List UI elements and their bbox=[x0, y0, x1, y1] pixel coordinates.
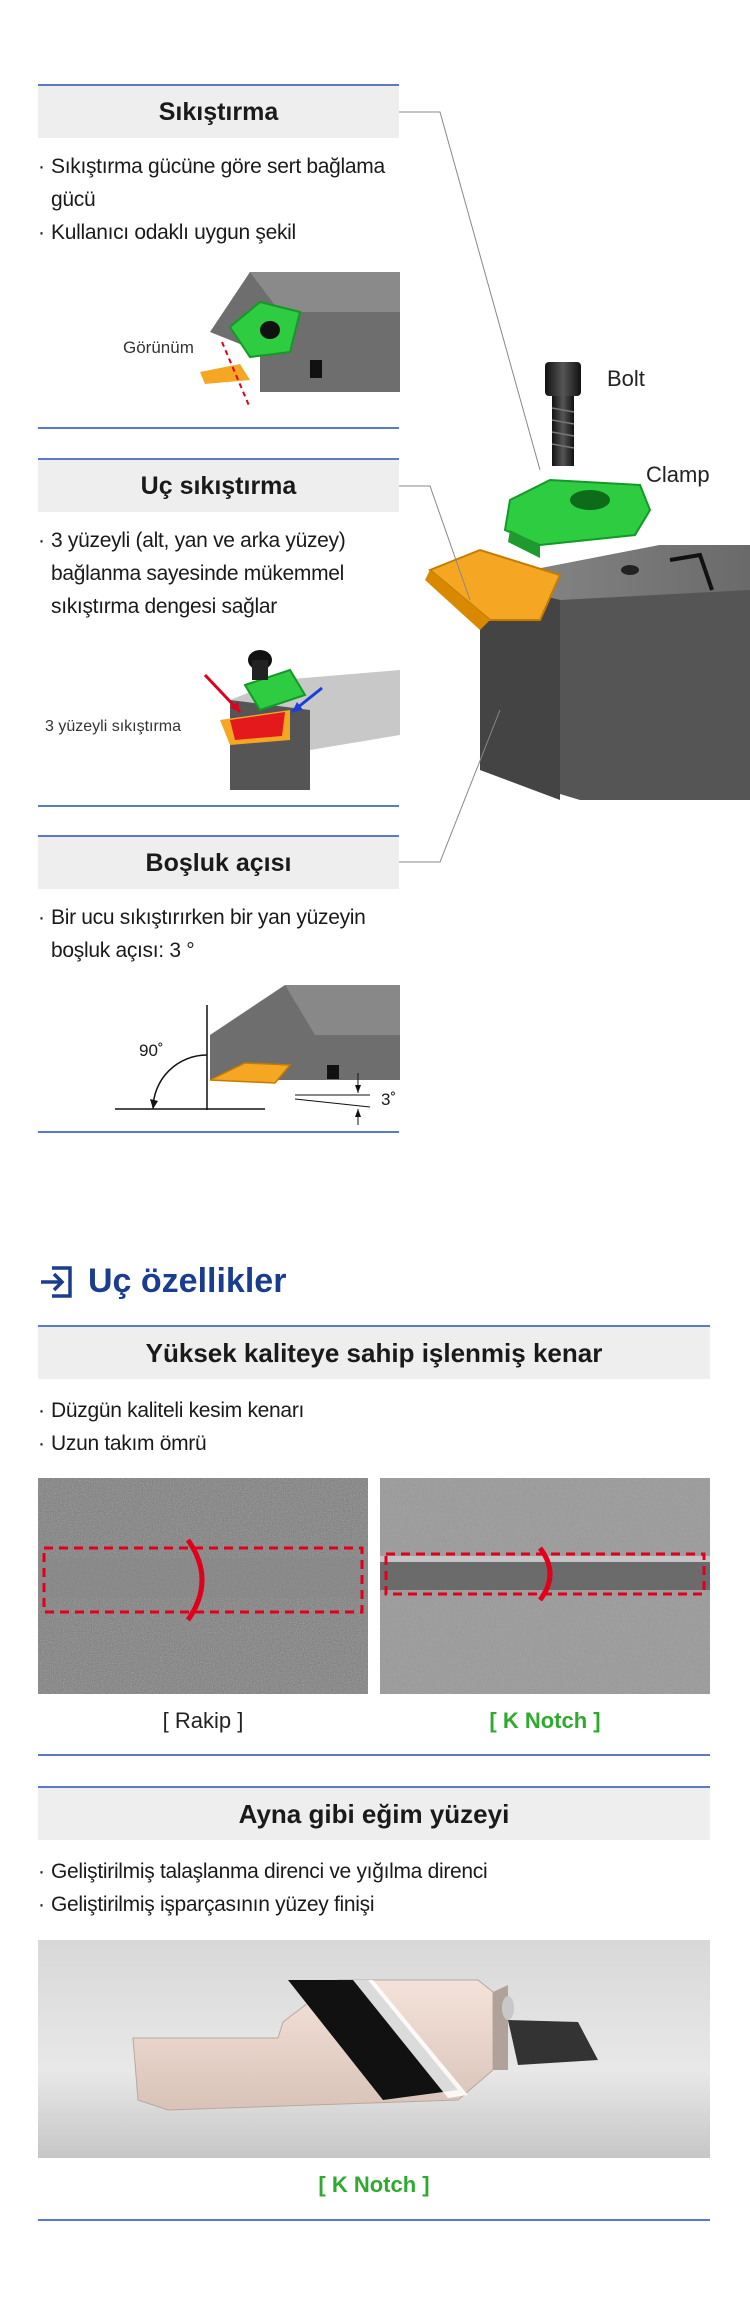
clamp-label: Clamp bbox=[646, 462, 710, 487]
clearance-feature bbox=[38, 835, 399, 967]
bullet-item: · 3 yüzeyli (alt, yan ve arka yüzey) bağlanma sayesinde mükemmel sıkıştırma dengesi sağlar bbox=[38, 524, 399, 623]
mirror-bottom-rule bbox=[38, 2219, 710, 2221]
competitor-caption: [ Rakip ] bbox=[162, 1708, 244, 1733]
angle-90-label: 90˚ bbox=[139, 1041, 164, 1060]
bullet-item: · Geliştirilmiş talaşlanma direnci ve yığılma direnci bbox=[38, 1855, 710, 1888]
clearance-bottom-rule bbox=[38, 1131, 399, 1133]
mirror-face-bullets bbox=[38, 1855, 710, 1921]
edge-quality-bottom-rule bbox=[38, 1754, 710, 1756]
tip-clamping-feature bbox=[38, 458, 399, 623]
bullet-item: · Kullanıcı odaklı uygun şekil bbox=[38, 216, 399, 249]
insert-features-title: Uç özellikler bbox=[88, 1262, 287, 1300]
clamping-bullets bbox=[38, 150, 399, 249]
clamping-title: Sıkıştırma bbox=[38, 84, 399, 138]
bullet-item: · Sıkıştırma gücüne göre sert bağlama gücü bbox=[38, 150, 399, 216]
clearance-title: Boşluk açısı bbox=[38, 835, 399, 889]
tip-clamping-bottom-rule bbox=[38, 805, 399, 807]
bullet-item: · Uzun takım ömrü bbox=[38, 1427, 710, 1460]
clamping-feature bbox=[38, 84, 399, 249]
tip-clamping-title: Uç sıkıştırma bbox=[38, 458, 399, 512]
edge-quality-title: Yüksek kaliteye sahip işlenmiş kenar bbox=[38, 1325, 710, 1379]
clamping-view-image bbox=[190, 272, 400, 412]
three-face-image-label: 3 yüzeyli sıkıştırma bbox=[45, 718, 182, 735]
clearance-bullets bbox=[38, 901, 399, 967]
enter-arrow-icon bbox=[38, 1264, 74, 1300]
insert-features-heading bbox=[38, 1262, 286, 1301]
clamping-image-label: Görünüm bbox=[123, 338, 194, 357]
knotch-edge-photo bbox=[380, 1478, 710, 1694]
mirror-face-photo bbox=[38, 1940, 710, 2158]
bullet-item: · Bir ucu sıkıştırırken bir yan yüzeyin boşluk açısı: 3 ° bbox=[38, 901, 399, 967]
three-face-clamping-image bbox=[200, 640, 400, 790]
edge-quality-bullets bbox=[38, 1394, 710, 1460]
knotch-caption: [ K Notch ] bbox=[489, 1708, 601, 1733]
bullet-item: · Geliştirilmiş işparçasının yüzey finişi bbox=[38, 1888, 710, 1921]
bullet-item: · Düzgün kaliteli kesim kenarı bbox=[38, 1394, 710, 1427]
clamping-bottom-rule bbox=[38, 427, 399, 429]
bolt-label: Bolt bbox=[607, 366, 645, 391]
angle-3-label: 3˚ bbox=[381, 1090, 397, 1109]
mirror-face-title: Ayna gibi eğim yüzeyi bbox=[38, 1786, 710, 1840]
mirror-knotch-caption: [ K Notch ] bbox=[318, 2172, 430, 2197]
tip-clamping-bullets bbox=[38, 524, 399, 623]
competitor-edge-photo bbox=[38, 1478, 368, 1694]
